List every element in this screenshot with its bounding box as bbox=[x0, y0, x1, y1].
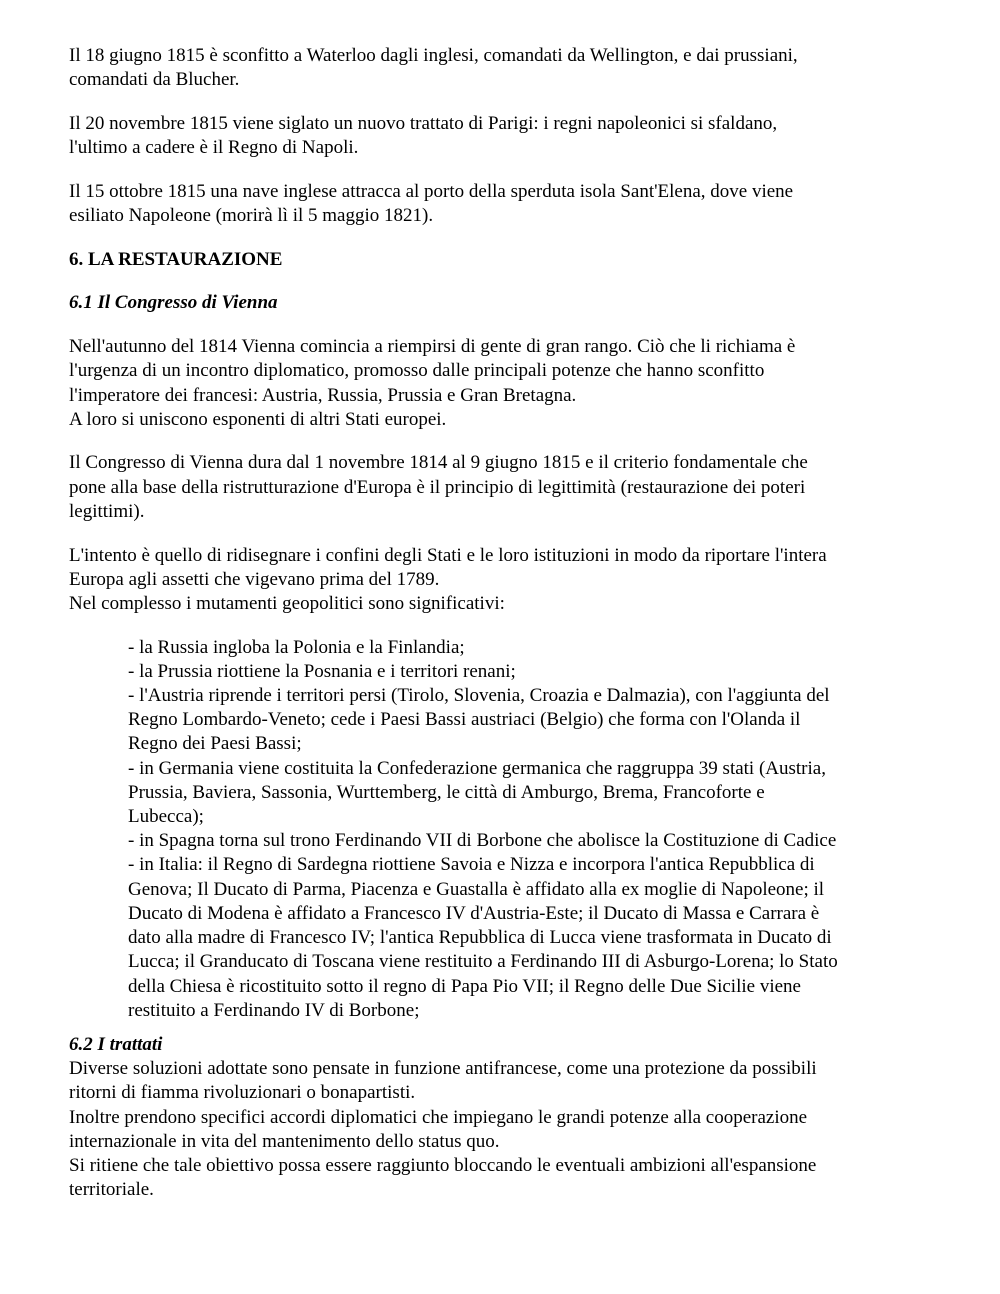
text-line: Europa agli assetti che vigevano prima del 1789. bbox=[69, 568, 440, 590]
text-line: Il 15 ottobre 1815 una nave inglese attracca al porto della sperduta isola Sant'Elena, dove viene bbox=[69, 180, 794, 202]
section-heading: 6. LA RESTAURAZIONE bbox=[69, 248, 283, 270]
list-item: Regno Lombardo-Veneto; cede i Paesi Bassi austriaci (Belgio) che forma con l'Olanda il bbox=[128, 709, 801, 731]
text-line: pone alla base della ristrutturazione d'Europa è il principio di legittimità (restaurazione dei poteri bbox=[69, 476, 806, 498]
text-line: Nel complesso i mutamenti geopolitici sono significativi: bbox=[69, 592, 505, 614]
subsection-title-congress: 6.1 Il Congresso di Vienna bbox=[69, 292, 278, 314]
text-line: l'urgenza di un incontro diplomatico, promosso dalle principali potenze che hanno sconfitto bbox=[69, 360, 765, 382]
text-line: Nell'autunno del 1814 Vienna comincia a riempirsi di gente di gran rango. Ciò che li richiama è bbox=[69, 336, 796, 358]
text-line: l'imperatore dei francesi: Austria, Russia, Prussia e Gran Bretagna. bbox=[69, 384, 577, 406]
list-item: - in Germania viene costituita la Confederazione germanica che raggruppa 39 stati (Austria, bbox=[128, 757, 826, 779]
text-line: comandati da Blucher. bbox=[69, 69, 240, 91]
text-line: Inoltre prendono specifici accordi diplomatici che impiegano le grandi potenze alla cooperazione bbox=[69, 1106, 808, 1128]
geopolitical-changes-list bbox=[128, 636, 939, 1023]
list-item: - la Russia ingloba la Polonia e la Finlandia; bbox=[128, 636, 465, 658]
paragraph-congress-duration bbox=[69, 451, 939, 524]
text-line: internazionale in vita del mantenimento dello status quo. bbox=[69, 1130, 500, 1152]
text-line: ritorni di fiamma rivoluzionari o bonapartisti. bbox=[69, 1082, 416, 1104]
paragraph-sant-elena bbox=[69, 180, 939, 228]
text-line: A loro si uniscono esponenti di altri Stati europei. bbox=[69, 408, 447, 430]
list-item: Ducato di Modena è affidato a Francesco IV d'Austria-Este; il Ducato di Massa e Carrara è bbox=[128, 902, 820, 924]
paragraph-waterloo bbox=[69, 44, 939, 92]
list-item: dato alla madre di Francesco IV; l'antica Repubblica di Lucca viene trasformata in Ducato di bbox=[128, 927, 832, 949]
text-line: territoriale. bbox=[69, 1179, 154, 1201]
paragraph-treaties bbox=[69, 1057, 939, 1202]
list-item: - l'Austria riprende i territori persi (Tirolo, Slovenia, Croazia e Dalmazia), con l'aggiunta del bbox=[128, 685, 830, 707]
document-page bbox=[69, 44, 939, 1202]
list-item: Genova; Il Ducato di Parma, Piacenza e Guastalla è affidato alla ex moglie di Napoleone; il bbox=[128, 878, 825, 900]
list-item: restituito a Ferdinando IV di Borbone; bbox=[128, 999, 420, 1021]
list-item: - in Italia: il Regno di Sardegna riottiene Savoia e Nizza e incorpora l'antica Repubblica di bbox=[128, 854, 815, 876]
text-line: Il 20 novembre 1815 viene siglato un nuovo trattato di Parigi: i regni napoleonici si sfaldano, bbox=[69, 112, 778, 134]
list-item: della Chiesa è ricostituito sotto il regno di Papa Pio VII; il Regno delle Due Sicilie viene bbox=[128, 975, 801, 997]
list-item: Regno dei Paesi Bassi; bbox=[128, 733, 302, 755]
list-item: Lucca; il Granducato di Toscana viene restituito a Ferdinando III di Asburgo-Lorena; lo Stato bbox=[128, 951, 838, 973]
text-line: legittimi). bbox=[69, 500, 145, 522]
text-line: Il 18 giugno 1815 è sconfitto a Waterloo dagli inglesi, comandati da Wellington, e dai prussiani, bbox=[69, 45, 798, 66]
text-line: esiliato Napoleone (morirà lì il 5 maggio 1821). bbox=[69, 205, 434, 227]
list-item: Lubecca); bbox=[128, 806, 204, 828]
text-line: l'ultimo a cadere è il Regno di Napoli. bbox=[69, 137, 359, 159]
paragraph-intent bbox=[69, 544, 939, 617]
paragraph-vienna-autumn bbox=[69, 335, 939, 432]
text-line: L'intento è quello di ridisegnare i confini degli Stati e le loro istituzioni in modo da riportare l'intera bbox=[69, 544, 827, 566]
subsection-title-treaties: 6.2 I trattati bbox=[69, 1033, 163, 1055]
list-item: - la Prussia riottiene la Posnania e i territori renani; bbox=[128, 660, 516, 682]
text-line: Diverse soluzioni adottate sono pensate in funzione antifrancese, come una protezione da possibili bbox=[69, 1058, 817, 1080]
paragraph-treaty-paris bbox=[69, 112, 939, 160]
text-line: Si ritiene che tale obiettivo possa essere raggiunto bloccando le eventuali ambizioni all'espansione bbox=[69, 1154, 817, 1176]
text-line: Il Congresso di Vienna dura dal 1 novembre 1814 al 9 giugno 1815 e il criterio fondamentale che bbox=[69, 452, 808, 474]
list-item: - in Spagna torna sul trono Ferdinando VII di Borbone che abolisce la Costituzione di Cadice bbox=[128, 830, 837, 852]
list-item: Prussia, Baviera, Sassonia, Wurttemberg, le città di Amburgo, Brema, Francoforte e bbox=[128, 781, 765, 803]
